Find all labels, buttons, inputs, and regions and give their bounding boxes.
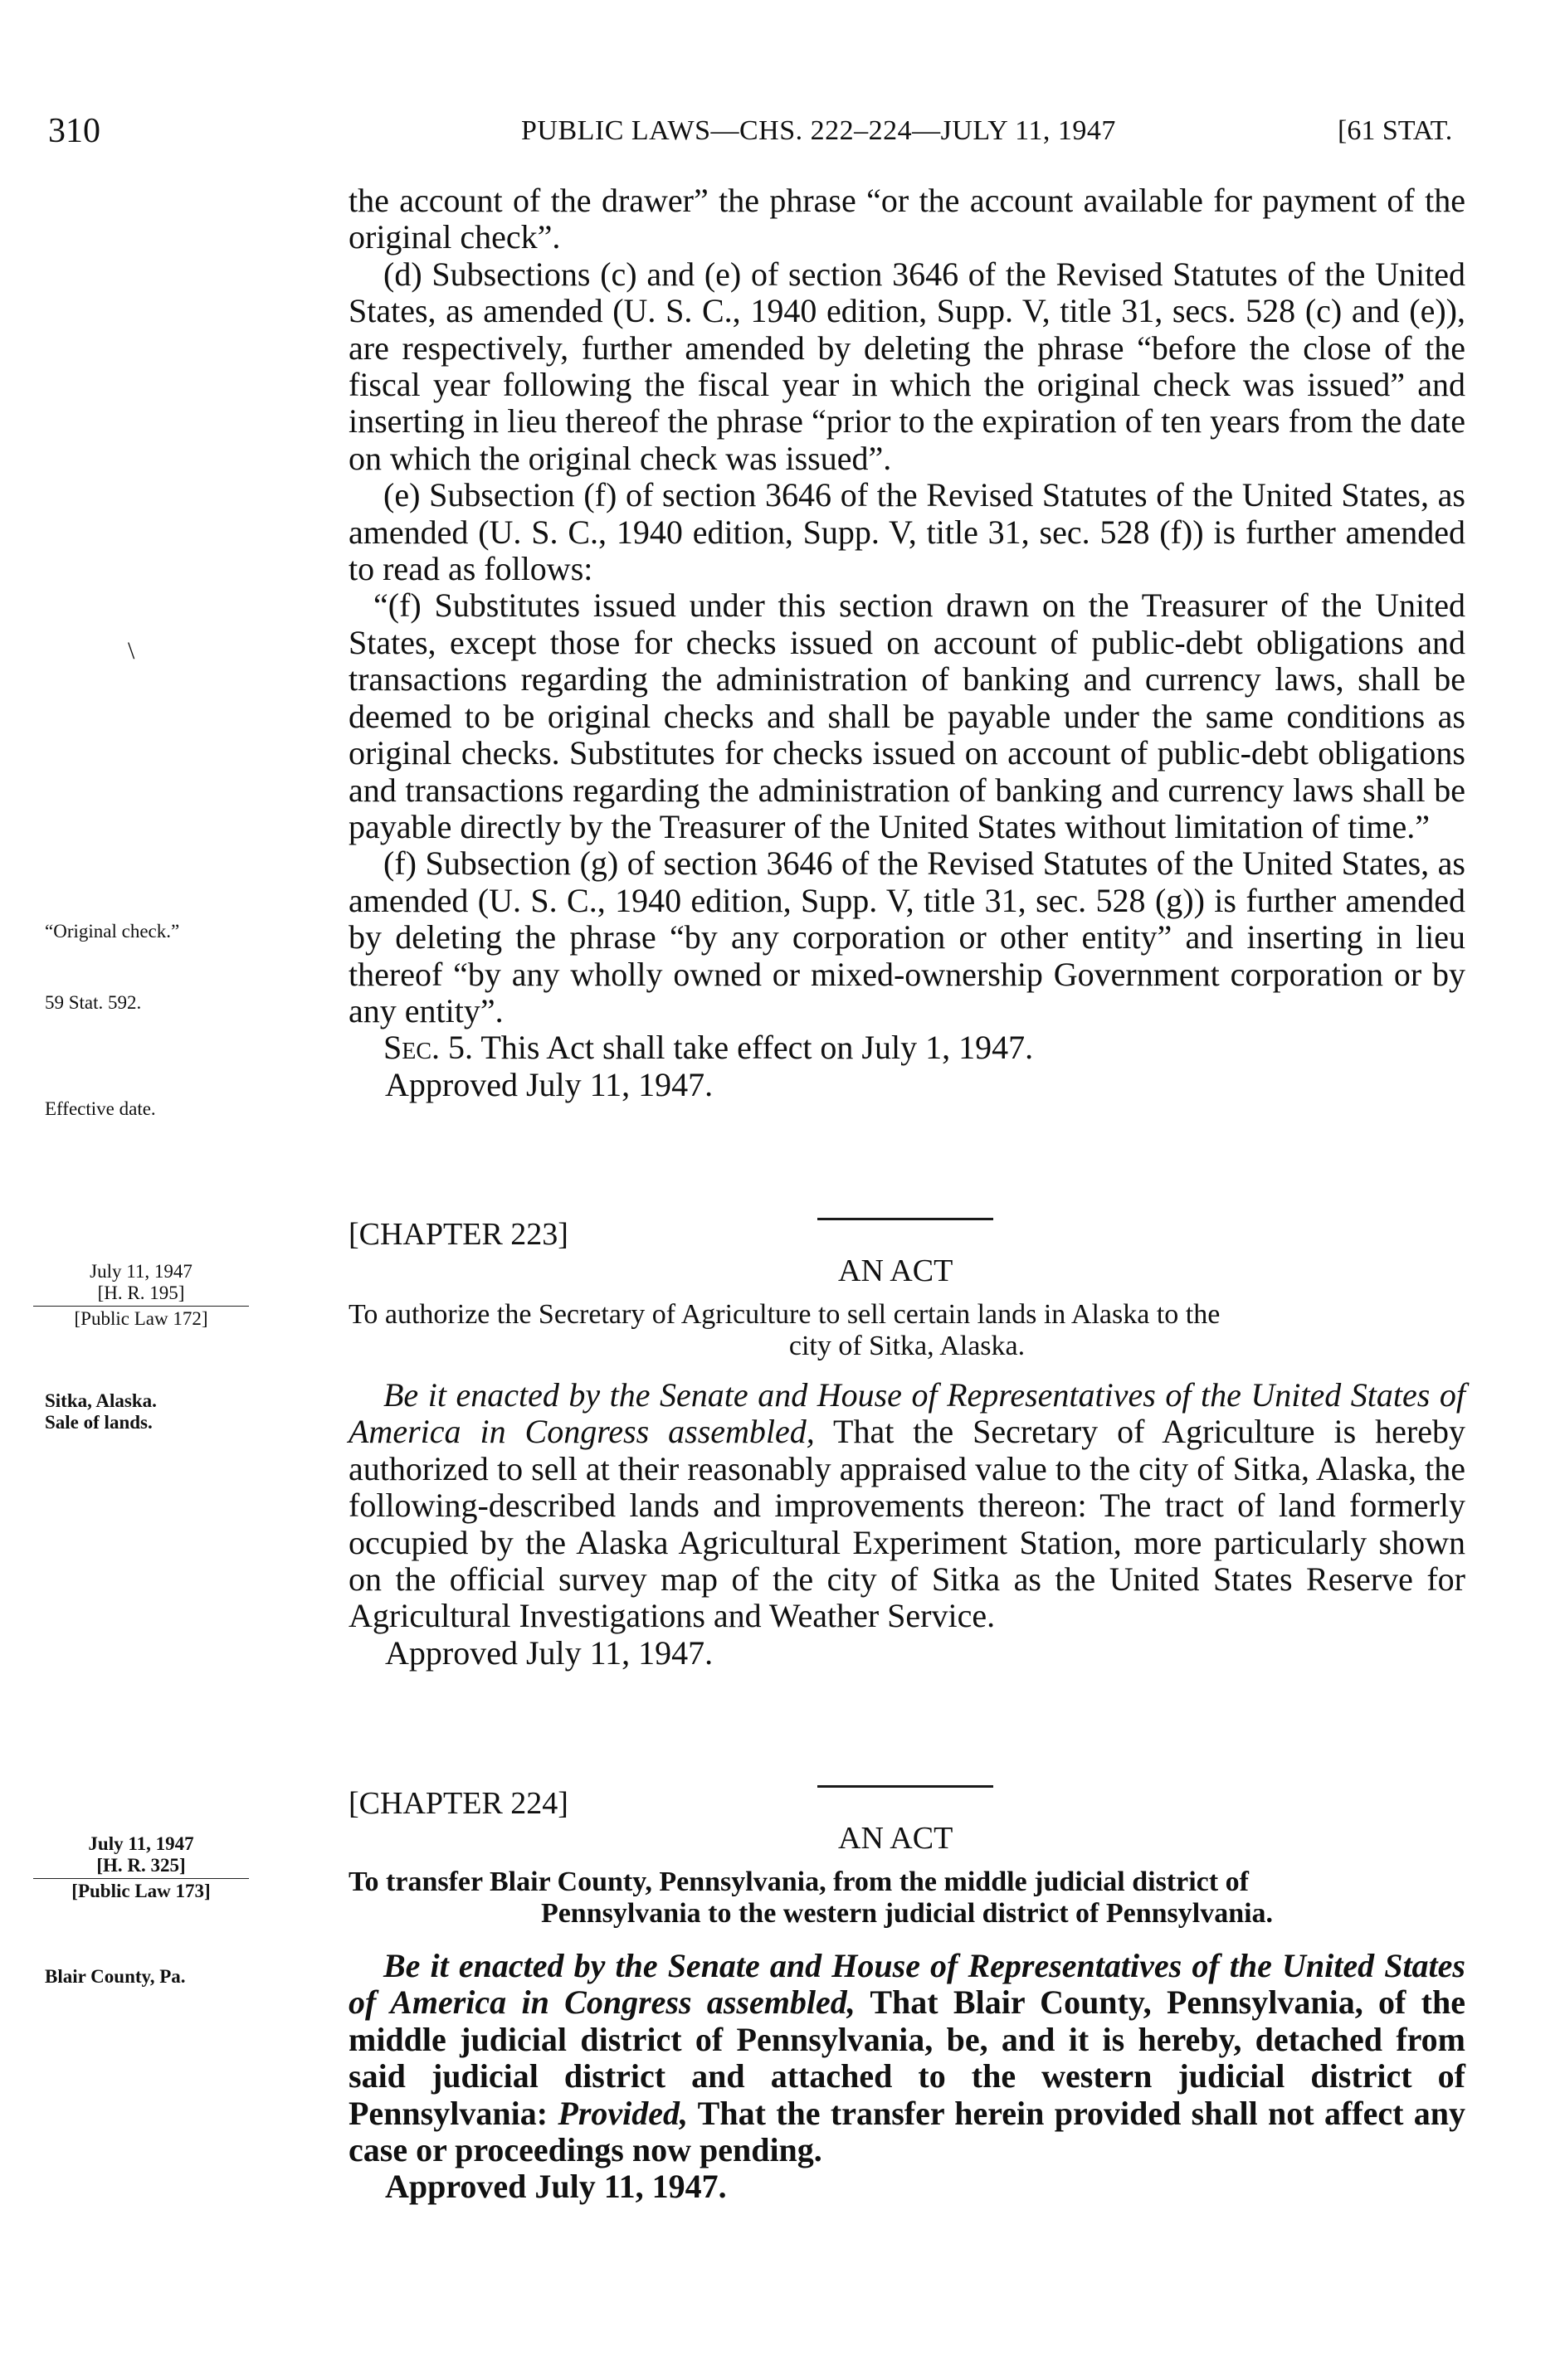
margin-divider (33, 1878, 249, 1879)
chapter-rule (817, 1785, 993, 1788)
act-title-line: city of Sitka, Alaska. (788, 1331, 1026, 1361)
section-5 (349, 1029, 1465, 1066)
act-body-text: That Blair County, Pennsylvania, of the middle judicial district of Pennsylvania, be, and it is hereby, detached from said judicial district and attached to the western judicial district of Pennsylvania: (349, 1983, 1466, 2132)
enacting-clause: Be it enacted by the Senate and House of Representatives of the United States of America in Congress assembled, (349, 1376, 1465, 1451)
chapter-224-heading: [CHAPTER 224] (349, 1786, 568, 1821)
margin-note-original-check: “Original check.” (45, 921, 180, 942)
approval-line: Approved July 11, 1947. (385, 1065, 714, 1103)
approval-line: Approved July 11, 1947. (385, 1633, 714, 1672)
margin-date: July 11, 1947 (90, 1261, 193, 1282)
act-label: AN ACT (838, 1821, 953, 1856)
act-label: AN ACT (838, 1253, 953, 1288)
section-label: Sec. 5. (383, 1029, 474, 1067)
margin-bill: [H. R. 195] (97, 1282, 185, 1303)
act-title-line: To authorize the Secretary of Agriculture to sell certain lands in Alaska to the (349, 1299, 1221, 1330)
chapter-rule (817, 1218, 993, 1220)
chapter-223-body (349, 1377, 1465, 1672)
act-title-line: To transfer Blair County, Pennsylvania, from the middle judicial district of (349, 1867, 1249, 1897)
margin-ch224-subject: Blair County, Pa. (45, 1966, 186, 1987)
chapter-224-body (349, 1948, 1465, 2206)
act-title-line: Pennsylvania to the western judicial district of Pennsylvania. (540, 1898, 1274, 1929)
proviso: Provided, (558, 2094, 689, 2132)
margin-ch223-ids (33, 1261, 249, 1330)
enacting-paragraph (349, 1377, 1465, 1635)
margin-divider (33, 1306, 249, 1307)
margin-note-stat: 59 Stat. 592. (45, 992, 142, 1013)
margin-subject: Sitka, Alaska. (45, 1390, 157, 1411)
running-title: PUBLIC LAWS—CHS. 222–224—JULY 11, 1947 (521, 115, 1116, 146)
margin-law: [Public Law 172] (74, 1308, 208, 1329)
margin-ch223-subject (45, 1390, 157, 1433)
enacting-paragraph (349, 1948, 1465, 2168)
margin-note-effective-date: Effective date. (45, 1098, 156, 1119)
act-title (349, 1299, 1465, 1362)
act-body-text: That the transfer herein provided shall not affect any case or proceedings now pending. (349, 2094, 1466, 2169)
quoted-subsection-f: “(f) Substitutes issued under this section drawn on the Treasurer of the United States, except those for checks issued on account of public-debt obligations and transactions regarding the administration of banking and currency laws, shall be deemed to be original checks and shall be payable under the same conditions as original checks. Substitutes for checks issued on account of public-debt obligations and transactions regarding the administration of banking and currency laws shall be payable directly by the Treasurer of the United States without limitation of time.” (349, 586, 1465, 845)
act-title (349, 1867, 1465, 1930)
paragraph: the account of the drawer” the phrase “or the account available for payment of the original check”. (349, 182, 1465, 256)
paragraph-d: (d) Subsections (c) and (e) of section 3646 of the Revised Statutes of the United States, as amended (U. S. C., 1940 edition, Supp. V, title 31, secs. 528 (c) and (e)), are respectively, further amended by deleting the phrase “before the close of the fiscal year following the fiscal year in which the original check was issued” and inserting in lieu thereof the phrase “prior to the expiration of ten years from the date on which the original check was issued”. (349, 255, 1465, 477)
act-body-text: That the Secretary of Agriculture is hereby authorized to sell at their reasonably appraised value to the city of Sitka, Alaska, the following-described lands and improvements thereon: The tract of land formerly occupied by the Alaska Agricultural Experiment Station, more particularly shown on the official survey map of the city of Sitka as the United States Reserve for Agricultural Investigations and Weather Service. (349, 1413, 1465, 1635)
chapter-223-heading: [CHAPTER 223] (349, 1217, 568, 1252)
margin-mark: \ (128, 637, 135, 664)
margin-law: [Public Law 173] (71, 1881, 211, 1901)
margin-date: July 11, 1947 (88, 1833, 194, 1854)
enacting-clause: Be it enacted by the Senate and House of Representatives of the United States of America in Congress assembled, (349, 1947, 1465, 2022)
margin-ch224-ids (33, 1833, 249, 1902)
section-continuation (349, 183, 1465, 1103)
stat-reference: [61 STAT. (1338, 115, 1453, 146)
section-5-text: This Act shall take effect on July 1, 1947. (480, 1029, 1034, 1067)
paragraph-e: (e) Subsection (f) of section 3646 of the Revised Statutes of the United States, as amended (U. S. C., 1940 edition, Supp. V, title 31, sec. 528 (f)) is further amended to read as follows: (349, 476, 1465, 588)
approval-line: Approved July 11, 1947. (385, 2168, 727, 2206)
paragraph-f: (f) Subsection (g) of section 3646 of the Revised Statutes of the United States, as amended (U. S. C., 1940 edition, Supp. V, title 31, sec. 528 (g)) is further amended by deleting the phrase “by any corporation or other entity” and inserting in lieu thereof “by any wholly owned or mixed-ownership Government corporation or by any entity”. (349, 844, 1465, 1029)
page-number: 310 (48, 112, 100, 150)
margin-bill: [H. R. 325] (96, 1855, 186, 1876)
margin-subject: Sale of lands. (45, 1412, 153, 1433)
